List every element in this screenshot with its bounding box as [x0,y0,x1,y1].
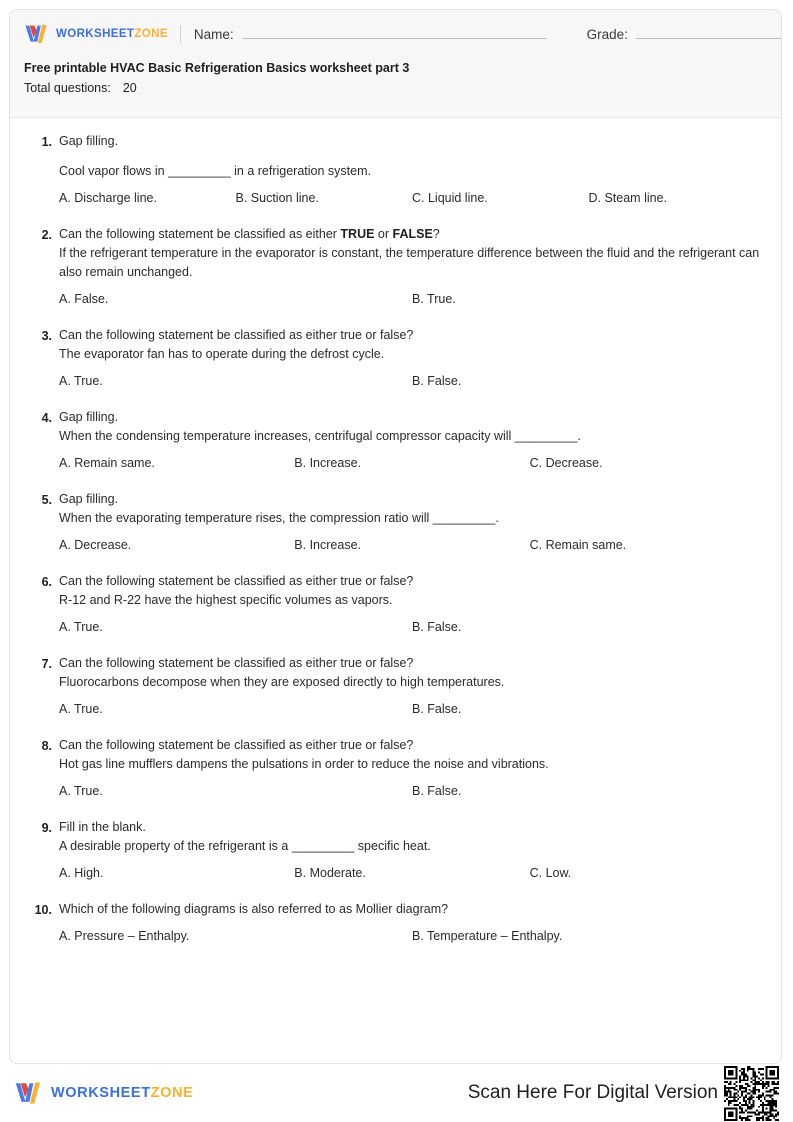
worksheet-page [9,9,782,1064]
question-statement: When the condensing temperature increases, centrifugal compressor capacity will _________. [59,429,581,443]
question-spacer [59,151,765,162]
question-item [26,408,765,485]
answer-option[interactable]: C. Liquid line. [412,191,488,205]
question-body [52,326,765,403]
question-prompt-mid: or [374,227,393,241]
option-row [59,927,765,946]
question-gap [59,719,765,731]
question-statement: The evaporator fan has to operate during the defrost cycle. [59,347,385,361]
total-questions [10,79,781,97]
question-number: 2. [41,228,52,242]
header-top-row [10,10,781,58]
question-item [26,490,765,567]
question-body [52,225,765,321]
question-statement: Cool vapor flows in _________ in a refrigeration system. [59,164,371,178]
question-statement: When the evaporating temperature rises, the compression ratio will _________. [59,511,499,525]
question-gap [59,801,765,813]
question-body [52,408,765,485]
question-gap [59,637,765,649]
total-questions-value: 20 [122,81,137,95]
option-row [59,782,765,801]
answer-option[interactable]: B. Increase. [294,456,361,470]
question-body [52,654,765,731]
question-item [26,326,765,403]
question-number: 1. [41,135,52,149]
answer-option[interactable]: D. Steam line. [588,191,668,205]
answer-option[interactable]: A. True. [59,702,103,716]
question-gap [59,391,765,403]
question-gap [59,946,765,958]
answer-option[interactable]: C. Low. [529,866,572,880]
grade-input-line[interactable] [636,26,782,39]
question-number: 9. [41,821,52,835]
worksheet-zone-logo-icon [14,1080,44,1106]
answer-option[interactable]: B. False. [412,784,462,798]
question-body [52,490,765,567]
question-item [26,132,765,220]
option-row [59,536,765,555]
question-prompt: Gap filling. [59,492,119,506]
name-field[interactable] [194,26,547,42]
brand-name-part2: ZONE [134,28,168,40]
question-prompt-pre: Can the following statement be classified as either [59,227,341,241]
question-prompt: Can the following statement be classified as either true or false? [59,738,414,752]
grade-label: Grade: [586,27,628,42]
question-list [10,118,781,971]
name-input-line[interactable] [242,26,547,39]
question-item [26,900,765,958]
qr-code-icon[interactable] [724,1066,779,1121]
question-item [26,225,765,321]
brand-logo [24,23,168,45]
answer-option[interactable]: A. True. [59,374,103,388]
question-prompt: Fill in the blank. [59,820,146,834]
answer-option[interactable]: C. Decrease. [529,456,603,470]
grade-field[interactable] [587,26,782,42]
answer-option[interactable]: B. Moderate. [294,866,366,880]
answer-option[interactable]: B. Suction line. [235,191,319,205]
option-row [59,700,765,719]
option-row [59,618,765,637]
footer-brand-name-part2: ZONE [150,1085,194,1101]
answer-option[interactable]: A. False. [59,292,109,306]
option-row [59,189,765,208]
total-questions-label: Total questions: [24,81,111,95]
question-body [52,132,765,220]
question-number: 4. [41,411,52,425]
footer-brand-name [51,1085,193,1101]
question-number: 8. [41,739,52,753]
answer-option[interactable]: A. Remain same. [59,456,155,470]
answer-option[interactable]: A. Pressure – Enthalpy. [59,929,190,943]
question-number: 3. [41,329,52,343]
answer-option[interactable]: A. Decrease. [59,538,132,552]
question-statement: R-12 and R-22 have the highest specific volumes as vapors. [59,593,393,607]
question-prompt [59,225,765,244]
question-prompt: Can the following statement be classified as either true or false? [59,656,414,670]
answer-option[interactable]: B. False. [412,702,462,716]
question-gap [59,309,765,321]
worksheet-header [10,10,781,118]
question-item [26,818,765,895]
answer-option[interactable]: A. High. [59,866,104,880]
question-prompt: Can the following statement be classified as either true or false? [59,328,414,342]
question-body [52,900,765,958]
question-body [52,818,765,895]
question-prompt-true: TRUE [340,227,375,241]
header-divider [180,26,181,43]
name-label: Name: [193,27,234,42]
option-row [59,372,765,391]
question-item [26,654,765,731]
question-number: 5. [41,493,52,507]
question-gap [59,883,765,895]
page-footer [0,1064,793,1122]
question-statement: A desirable property of the refrigerant is a _________ specific heat. [59,839,431,853]
question-item [26,572,765,649]
worksheet-title: Free printable HVAC Basic Refrigeration Basics worksheet part 3 [24,61,410,75]
answer-option[interactable]: A. Discharge line. [59,191,157,205]
footer-brand-name-part1: WORKSHEET [51,1085,151,1101]
question-prompt-post: ? [432,227,440,241]
answer-option[interactable]: C. Remain same. [529,538,627,552]
option-row [59,864,765,883]
answer-option[interactable]: B. False. [412,620,462,634]
question-gap [59,555,765,567]
option-row [59,454,765,473]
footer-brand-logo [14,1080,193,1106]
option-row [59,290,765,309]
question-number: 10. [34,903,52,917]
answer-option[interactable]: B. Increase. [294,538,361,552]
question-prompt: Gap filling. [59,134,119,148]
question-gap [59,473,765,485]
question-statement: Fluorocarbons decompose when they are exposed directly to high temperatures. [59,675,505,689]
question-body [52,736,765,813]
question-statement: If the refrigerant temperature in the evaporator is constant, the temperature difference between the fluid and the refrigerant can also remain unchanged. [59,246,760,279]
answer-option[interactable]: B. False. [412,374,462,388]
question-prompt-false: FALSE [392,227,433,241]
question-prompt: Which of the following diagrams is also referred to as Mollier diagram? [59,902,449,916]
brand-name-part1: WORKSHEET [56,28,135,40]
question-prompt: Can the following statement be classified as either true or false? [59,574,414,588]
question-prompt: Gap filling. [59,410,119,424]
question-body [52,572,765,649]
answer-option[interactable]: A. True. [59,784,103,798]
answer-option[interactable]: A. True. [59,620,103,634]
scan-here-text: Scan Here For Digital Version [467,1082,718,1103]
question-item [26,736,765,813]
question-number: 6. [41,575,52,589]
question-statement: Hot gas line mufflers dampens the pulsations in order to reduce the noise and vibrations. [59,757,549,771]
question-number: 7. [41,657,52,671]
answer-option[interactable]: B. True. [412,292,456,306]
brand-name [56,28,168,40]
worksheet-zone-logo-icon [24,23,50,45]
answer-option[interactable]: B. Temperature – Enthalpy. [412,929,563,943]
question-gap [59,208,765,220]
